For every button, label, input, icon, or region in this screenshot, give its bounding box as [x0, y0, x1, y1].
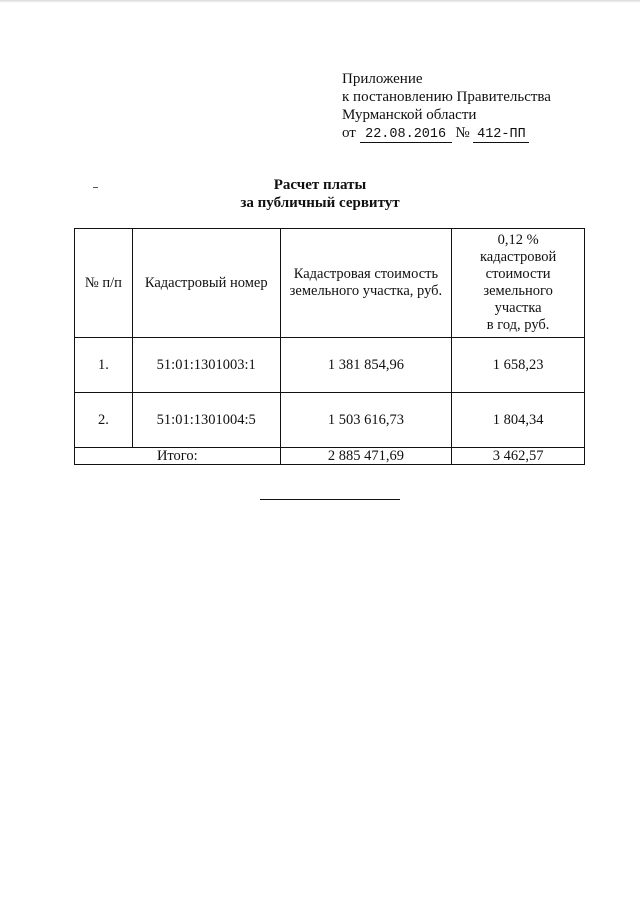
table-row [75, 338, 585, 393]
appendix-resolution-line: к постановлению Правительства [342, 89, 551, 105]
header-cadastral-value [280, 229, 452, 338]
total-label-cell: Итого: [75, 448, 281, 465]
resolution-number: 412-ПП [473, 127, 529, 143]
number-label: № [455, 125, 470, 141]
appendix-date-line [342, 124, 602, 143]
cadastral-value-cell: 1 381 854,96 [280, 338, 452, 393]
annual-fee-cell: 1 658,23 [452, 338, 585, 393]
table-row [75, 393, 585, 448]
header-annual-fee-line-5: участка [494, 300, 542, 316]
appendix-region-line: Мурманской области [342, 107, 477, 123]
annual-fee-cell: 1 804,34 [452, 393, 585, 448]
header-annual-fee-line-3: стоимости [485, 266, 551, 282]
fee-calculation-table [74, 228, 585, 465]
total-cadastral-value-cell: 2 885 471,69 [280, 448, 452, 465]
cadastral-number-cell: 51:01:1301003:1 [132, 338, 280, 393]
appendix-block [342, 70, 602, 143]
header-row-number: № п/п [75, 229, 133, 338]
table-header-row [75, 229, 585, 338]
row-number-cell: 1. [75, 338, 133, 393]
header-annual-fee-line-1: 0,12 % [497, 232, 539, 248]
scan-mark [93, 187, 98, 188]
cadastral-number-cell: 51:01:1301004:5 [132, 393, 280, 448]
title-line-2: за публичный сервитут [240, 195, 400, 211]
total-annual-fee-cell: 3 462,57 [452, 448, 585, 465]
from-label: от [342, 125, 356, 141]
header-annual-fee-line-2: кадастровой [479, 249, 557, 265]
resolution-date: 22.08.2016 [360, 127, 452, 143]
title-line-1: Расчет платы [273, 177, 367, 193]
header-annual-fee [452, 229, 585, 338]
header-cadastral-value-line-2: земельного участка, руб. [289, 283, 443, 299]
row-number-cell: 2. [75, 393, 133, 448]
scan-edge [0, 0, 640, 3]
document-title [150, 176, 490, 212]
header-cadastral-number: Кадастровый номер [132, 229, 280, 338]
appendix-title: Приложение [342, 71, 423, 87]
header-cadastral-value-line-1: Кадастровая стоимость [293, 266, 439, 282]
header-annual-fee-line-6: в год, руб. [486, 317, 550, 333]
header-annual-fee-line-4: земельного [483, 283, 553, 299]
table-total-row [75, 448, 585, 465]
cadastral-value-cell: 1 503 616,73 [280, 393, 452, 448]
closing-rule [260, 499, 400, 500]
